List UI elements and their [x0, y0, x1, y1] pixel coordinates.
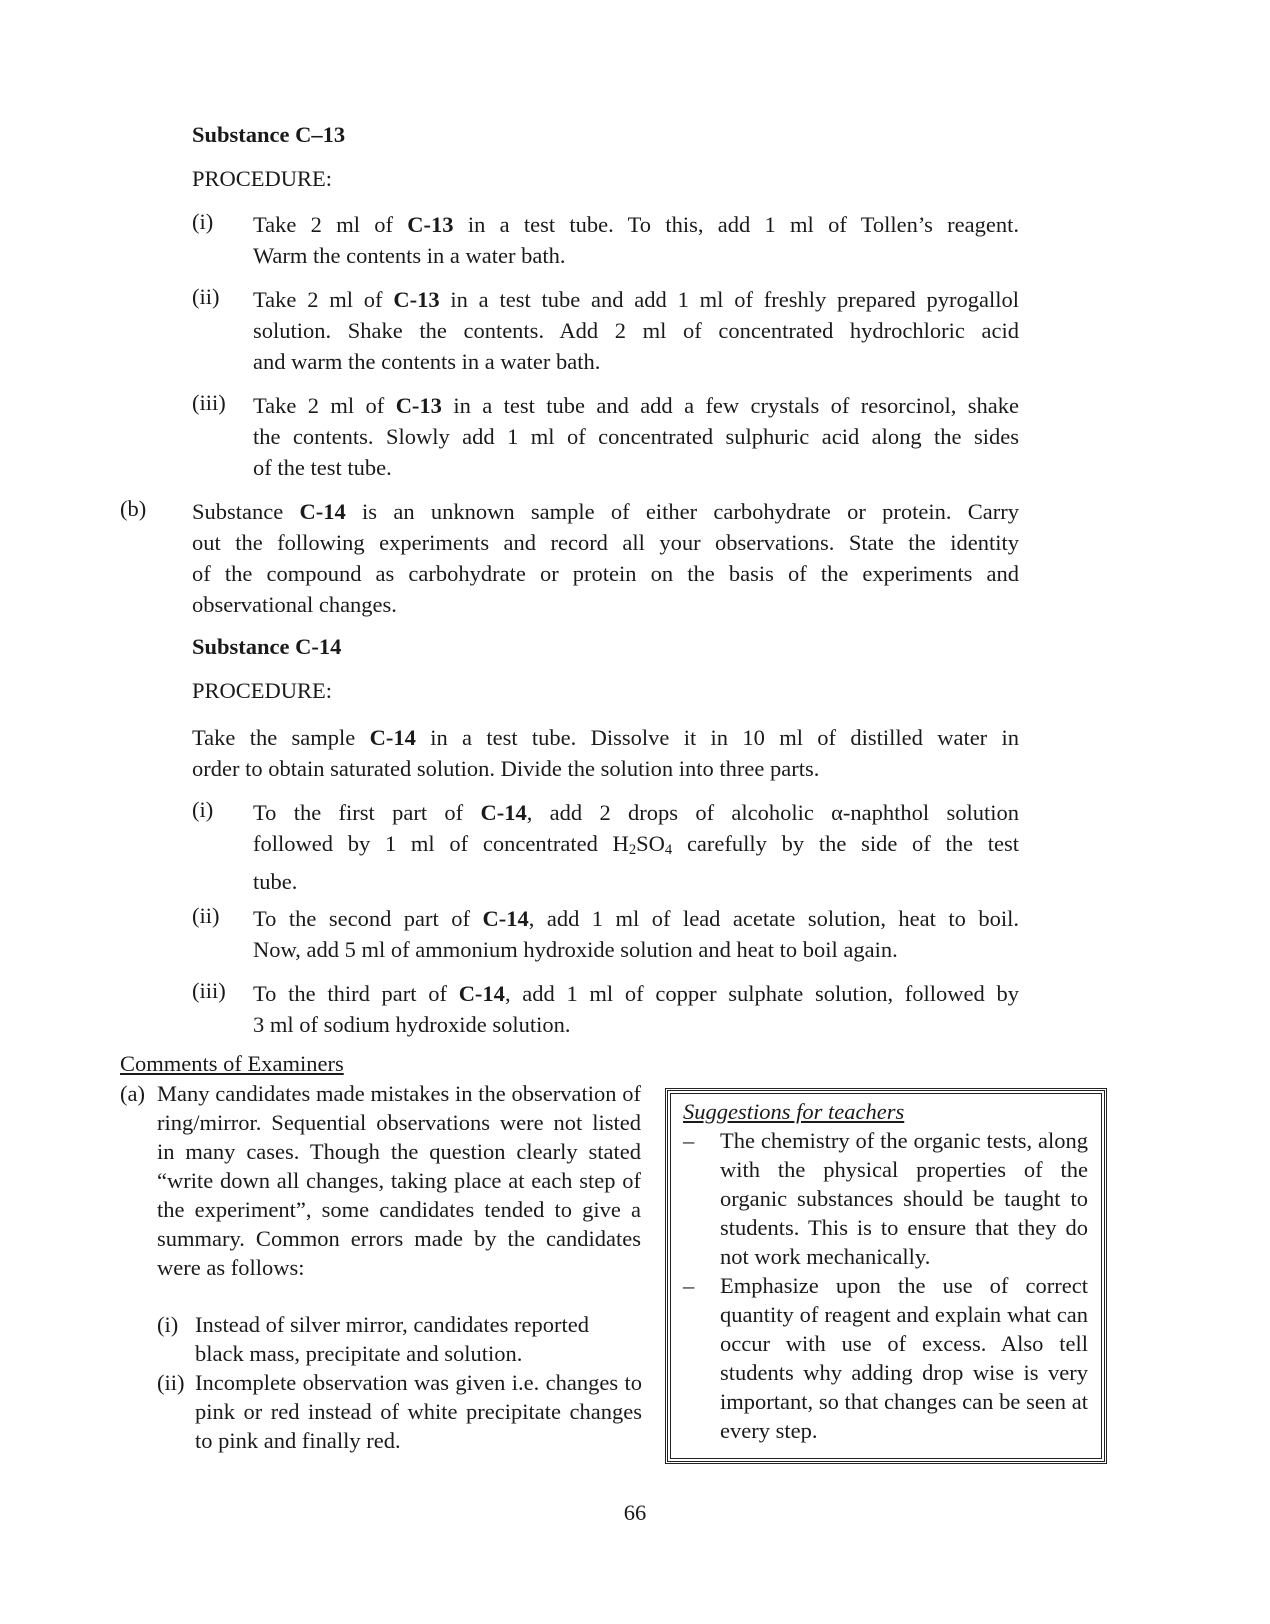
comments-heading: Comments of Examiners — [120, 1051, 344, 1076]
c14-procedure-label: PROCEDURE: — [192, 678, 333, 703]
part-b-label: (b) — [120, 496, 147, 521]
c14-item-3-label: (iii) — [192, 978, 226, 1003]
c13-item-2: Take 2 ml of C-13 in a test tube and add 1 ml of freshly prepared pyrogallol solution. Shake the contents. Add 2 ml of concentrated hydrochloric acid and warm the contents in a water bath. — [253, 287, 1019, 374]
c13-item-1-label: (i) — [192, 209, 214, 234]
comments-a-text: Many candidates made mistakes in the observation of ring/mirror. Sequential observations were not listed in many cases. Though the question clearly stated “write down all changes, taking place at each step of the experiment”, some candidates tended to give a summary. Common errors made by the candidates were as follows: — [157, 1081, 641, 1280]
c13-item-2-label: (ii) — [192, 284, 220, 309]
comments-sub-1-label: (i) — [157, 1312, 179, 1337]
c14-item-1-label: (i) — [192, 797, 214, 822]
comments-sub-1-text: Instead of silver mirror, candidates reported black mass, precipitate and solution. — [195, 1312, 589, 1366]
comments-a-label: (a) — [120, 1081, 145, 1106]
c14-item-1: To the first part of C-14, add 2 drops of alcoholic α-naphthol solution followed by 1 ml of concentrated $H_2SO_4$ carefully by the side of the test tube. — [253, 800, 1019, 894]
suggestions-heading: Suggestions for teachers — [683, 1099, 905, 1124]
suggestion-1-bullet: – — [683, 1128, 695, 1153]
c13-procedure-label: PROCEDURE: — [192, 166, 333, 191]
c13-item-3: Take 2 ml of C-13 in a test tube and add a few crystals of resorcinol, shake the contents. Slowly add 1 ml of concentrated sulphuric acid along the sides of the test tube. — [253, 393, 1019, 480]
comments-sub-2-text: Incomplete observation was given i.e. changes to pink or red instead of white precipitate changes to pink and finally red. — [195, 1370, 642, 1453]
page-number: 66 — [623, 1500, 647, 1525]
c13-item-3-label: (iii) — [192, 390, 226, 415]
c14-heading: Substance C-14 — [192, 634, 342, 659]
c14-item-2: To the second part of C-14, add 1 ml of lead acetate solution, heat to boil. Now, add 5 ml of ammonium hydroxide solution and heat to boil again. — [253, 906, 1019, 962]
suggestion-2-text: Emphasize upon the use of correct quantity of reagent and explain what can occur with use of excess. Also tell students why adding drop wise is very important, so that changes can be seen at every step. — [720, 1273, 1088, 1443]
c14-item-2-label: (ii) — [192, 903, 220, 928]
c14-item-3: To the third part of C-14, add 1 ml of copper sulphate solution, followed by 3 ml of sodium hydroxide solution. — [253, 981, 1019, 1037]
comments-sub-2-label: (ii) — [157, 1370, 185, 1395]
c13-heading: Substance C–13 — [192, 122, 346, 147]
c13-item-1: Take 2 ml of C-13 in a test tube. To this, add 1 ml of Tollen’s reagent. Warm the contents in a water bath. — [253, 212, 1019, 268]
part-b-text: Substance C-14 is an unknown sample of either carbohydrate or protein. Carry out the following experiments and record all your observations. State the identity of the compound as carbohydrate or protein on the basis of the experiments and observational changes. — [192, 499, 1019, 617]
suggestion-2-bullet: – — [683, 1273, 695, 1298]
suggestion-1-text: The chemistry of the organic tests, along with the physical properties of the organic substances should be taught to students. This is to ensure that they do not work mechanically. — [720, 1128, 1088, 1269]
c14-intro: Take the sample C-14 in a test tube. Dissolve it in 10 ml of distilled water in order to obtain saturated solution. Divide the solution into three parts. — [192, 725, 1020, 781]
